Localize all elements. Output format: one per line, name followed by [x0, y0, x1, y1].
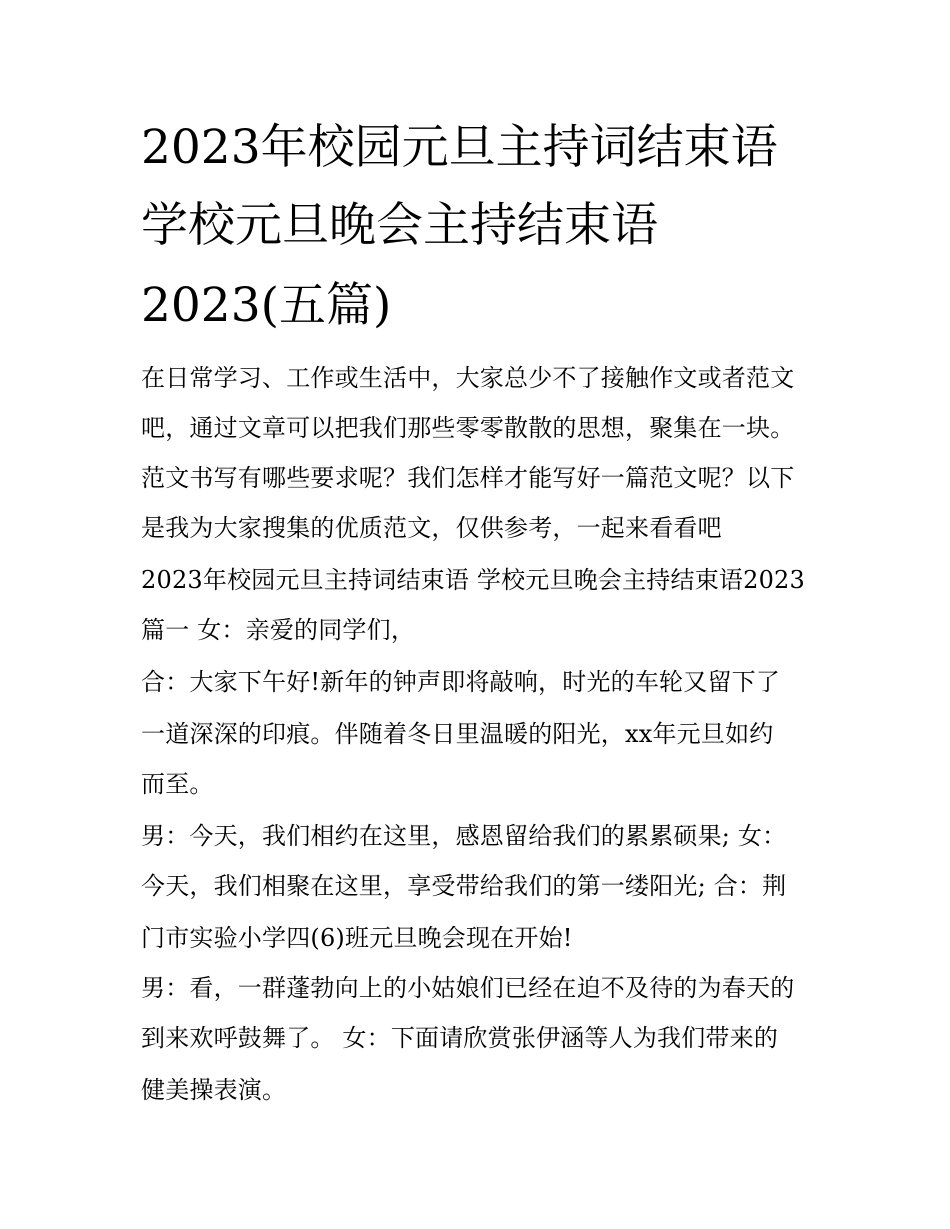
body-line-14: 到来欢呼鼓舞了。 女：下面请欣赏张伊涵等人为我们带来的 — [141, 1024, 779, 1052]
body-line-9: 而至。 — [141, 770, 214, 798]
body-line-6: 篇一 女：亲爱的同学们， — [141, 616, 416, 644]
body-line-7: 合：大家下午好!新年的钟声即将敲响，时光的车轮又留下了 — [141, 668, 781, 696]
body-line-12: 门市实验小学四(6)班元旦晚会现在开始! — [141, 924, 573, 952]
body-line-8: 一道深深的印痕。伴随着冬日里温暖的阳光，xx年元旦如约 — [141, 720, 774, 748]
document-title-line-2: 学校元旦晚会主持结束语 — [141, 198, 658, 253]
body-line-2: 吧，通过文章可以把我们那些零零散散的思想，聚集在一块。 — [141, 414, 795, 442]
body-line-4: 是我为大家搜集的优质范文，仅供参考，一起来看看吧 — [141, 514, 722, 542]
body-line-10: 男：今天，我们相约在这里，感恩留给我们的累累硕果; 女： — [141, 822, 787, 850]
body-line-3: 范文书写有哪些要求呢？我们怎样才能写好一篇范文呢？以下 — [141, 464, 795, 492]
body-line-13: 男：看，一群蓬勃向上的小姑娘们已经在迫不及待的为春天的 — [141, 974, 795, 1002]
body-line-5: 2023年校园元旦主持词结束语 学校元旦晚会主持结束语2023 — [141, 566, 805, 594]
document-title-line-1: 2023年校园元旦主持词结束语 — [141, 120, 778, 175]
body-line-11: 今天，我们相聚在这里，享受带给我们的第一缕阳光; 合：荆 — [141, 872, 787, 900]
body-line-1: 在日常学习、工作或生活中，大家总少不了接触作文或者范文 — [141, 364, 795, 392]
document-title-line-3: 2023(五篇) — [141, 278, 392, 333]
body-line-15: 健美操表演。 — [141, 1076, 287, 1104]
